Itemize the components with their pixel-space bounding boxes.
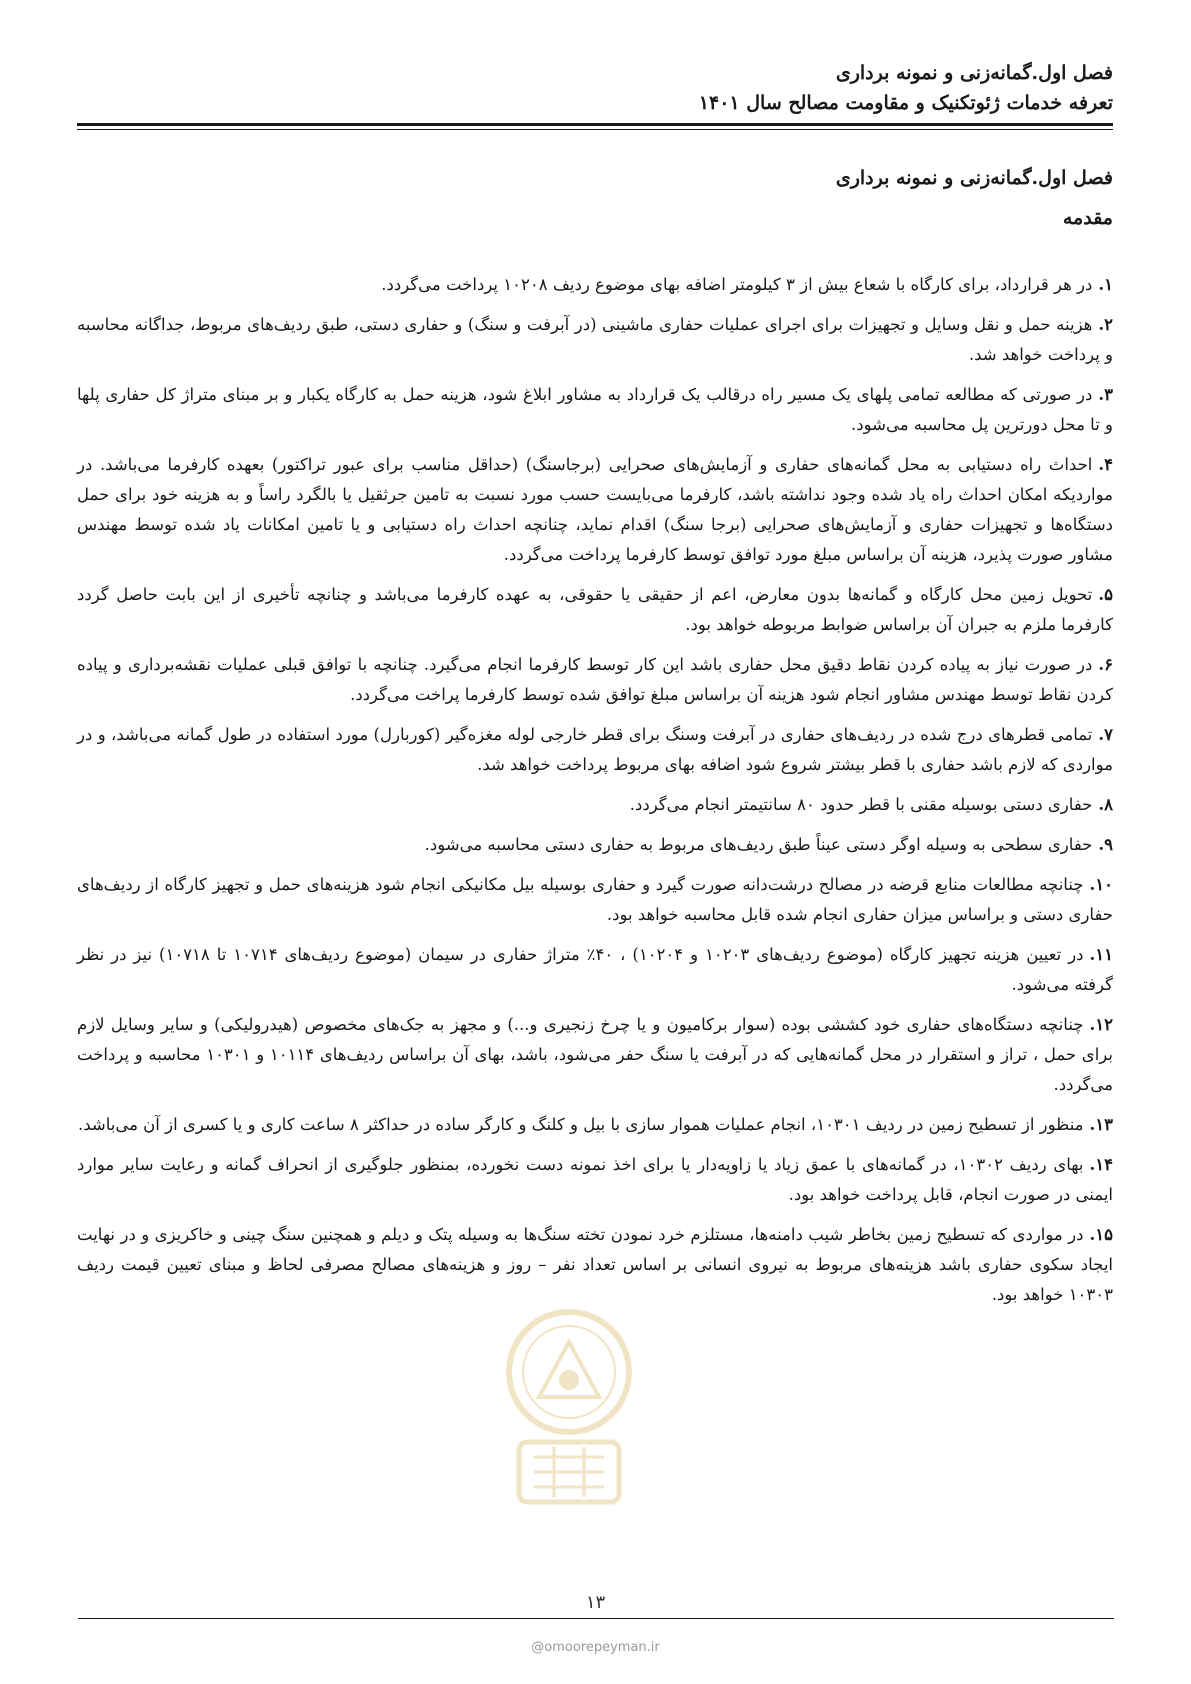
- section-title: فصل اول.گمانه‌زنی و نمونه برداری: [835, 167, 1113, 189]
- watermark-url: @omoorepeyman.ir: [531, 1640, 660, 1655]
- clause-text: حفاری سطحی به وسیله اوگر دستی عیناً طبق ردیف‌های مربوط به حفاری دستی محاسبه می‌شود.: [424, 835, 1093, 854]
- clause-number: ۳.: [1098, 385, 1113, 404]
- clause-9: [77, 830, 1113, 860]
- clause-text: در تعیین هزینه تجهیز کارگاه (موضوع ردیف‌های ۱۰۲۰۳ و ۱۰۲۰۴) ، ۴۰٪ متراژ حفاری در سیمان (موضوع ردیف‌های ۱۰۷۱۴ تا ۱۰۷۱۸) نیز در نظر گرفته می‌شود.: [77, 945, 1113, 994]
- clause-10: [77, 870, 1113, 930]
- clause-2: [77, 310, 1113, 370]
- clause-7: [77, 720, 1113, 780]
- clause-number: ۱۰.: [1089, 875, 1113, 894]
- header-divider-thick: [77, 123, 1113, 126]
- clause-text: تحویل زمین محل کارگاه و گمانه‌ها بدون معارض، اعم از حقیقی یا حقوقی، به عهده کارفرما می‌باشد و چنانچه تأخیری از این بابت حاصل گردد کارفرما ملزم به جبران آن براساس ضوابط مربوطه خواهد بود.: [77, 585, 1113, 634]
- clause-13: [77, 1110, 1113, 1140]
- clause-number: ۷.: [1098, 725, 1113, 744]
- footer-divider: [78, 1618, 1114, 1619]
- clause-number: ۹.: [1098, 835, 1113, 854]
- clause-number: ۸.: [1098, 795, 1113, 814]
- header-divider-thin: [77, 129, 1113, 130]
- clause-number: ۱.: [1098, 275, 1113, 294]
- running-header: [77, 58, 1113, 118]
- clause-text: احداث راه دستیابی به محل گمانه‌های حفاری و آزمایش‌های صحرایی (برجاسنگ) (حداقل مناسب برای عبور تراکتور) بعهده کارفرما می‌باشد. در مواردیکه امکان احداث راه یاد شده وجود نداشته باشد، کارفرما می‌بایست حسب مورد نسبت به تامین جرثقیل یا بالگرد راساً و به هزینه خود برای حمل دستگاه‌ها و تجهیزات حفاری و آزمایش‌های صحرایی (برجا سنگ) اقدام نماید، چنانچه احداث راه دستیابی و یا تامین امکانات یاد شده توسط مهندس مشاور صورت پذیرد، هزینه آن براساس مبلغ مورد توافق توسط کارفرما پرداخت می‌گردد.: [77, 455, 1113, 564]
- clause-1: [77, 270, 1113, 300]
- clause-text: چنانچه دستگاه‌های حفاری خود کششی بوده (سوار برکامیون و یا چرخ زنجیری و...) و مجهز به جک‌های مخصوص (هیدرولیکی) و سایر وسایل لازم برای حمل ، تراز و استقرار در محل گمانه‌هایی که در آبرفت یا سنگ حفر می‌شود، باشد، بهای آن براساس ردیف‌های ۱۰۱۱۴ و ۱۰۳۰۱ محاسبه و پرداخت می‌گردد.: [77, 1015, 1113, 1094]
- clause-text: حفاری دستی بوسیله مقنی با قطر حدود ۸۰ سانتیمتر انجام می‌گردد.: [629, 795, 1093, 814]
- clause-text: در صورت نیاز به پیاده کردن نقاط دقیق محل حفاری باشد این کار توسط کارفرما انجام می‌گیرد. چنانچه با توافق قبلی عملیات نقشه‌برداری و پیاده کردن نقاط توسط مهندس مشاور انجام شود هزینه آن براساس مبلغ توافق شده توسط کارفرما پراخت می‌گردد.: [77, 655, 1113, 704]
- header-document-title: تعرفه خدمات ژئوتکنیک و مقاومت مصالح سال ۱۴۰۱: [698, 92, 1113, 114]
- clause-14: [77, 1150, 1113, 1210]
- clause-text: در صورتی که مطالعه تمامی پلهای یک مسیر راه درقالب یک قرارداد به مشاور ابلاغ شود، هزینه حمل به کارگاه یکبار و بر مبنای متراژ کل حفاری پلها و تا محل دورترین پل محاسبه می‌شود.: [77, 385, 1113, 434]
- clause-number: ۵.: [1098, 585, 1113, 604]
- clause-3: [77, 380, 1113, 440]
- clause-5: [77, 580, 1113, 640]
- clause-12: [77, 1010, 1113, 1100]
- clause-number: ۱۱.: [1089, 945, 1113, 964]
- clause-text: چنانچه مطالعات منابع قرضه در مصالح درشت‌دانه صورت گیرد و حفاری بوسیله بیل مکانیکی انجام شود هزینه‌های حمل و تجهیز کارگاه از ردیف‌های حفاری دستی و براساس میزان حفاری انجام شده قابل محاسبه خواهد بود.: [77, 875, 1113, 924]
- clause-number: ۱۲.: [1089, 1015, 1113, 1034]
- header-chapter-title: فصل اول.گمانه‌زنی و نمونه برداری: [835, 62, 1113, 84]
- clause-number: ۱۵.: [1089, 1225, 1113, 1244]
- clause-list: [77, 270, 1113, 1320]
- watermark-seal-logo: [499, 1302, 639, 1512]
- clause-11: [77, 940, 1113, 1000]
- clause-number: ۶.: [1098, 655, 1113, 674]
- clause-text: هزینه حمل و نقل وسایل و تجهیزات برای اجرای عملیات حفاری ماشینی (در آبرفت و سنگ) و حفاری دستی، طبق ردیف‌های مربوط، جداگانه محاسبه و پرداخت خواهد شد.: [77, 315, 1113, 364]
- page-number: ۱۳: [585, 1592, 606, 1613]
- clause-15: [77, 1220, 1113, 1310]
- clause-number: ۲.: [1098, 315, 1114, 334]
- clause-text: در هر قرارداد، برای کارگاه با شعاع بیش از ۳ کیلومتر اضافه بهای موضوع ردیف ۱۰۲۰۸ پرداخت می‌گردد.: [381, 275, 1093, 294]
- clause-text: منظور از تسطیح زمین در ردیف ۱۰۳۰۱، انجام عملیات هموار سازی با بیل و کلنگ و کارگر ساده در حداکثر ۸ ساعت کاری و یا کسری از آن می‌باشد.: [78, 1115, 1084, 1134]
- clause-4: [77, 450, 1113, 570]
- clause-text: در مواردی که تسطیح زمین بخاطر شیب دامنه‌ها، مستلزم خرد نمودن تخته سنگ‌ها به وسیله پتک و دیلم و همچنین سنگ چینی و خاکریزی و در نهایت ایجاد سکوی حفاری باشد هزینه‌های مربوط به نیروی انسانی بر اساس تعداد نفر – روز و هزینه‌های مصالح مصرفی لحاظ و مبنای تعیین قیمت ردیف ۱۰۳۰۳ خواهد بود.: [77, 1225, 1113, 1304]
- clause-text: بهای ردیف ۱۰۳۰۲، در گمانه‌های با عمق زیاد یا زاویه‌دار یا برای اخذ نمونه دست نخورده، بمنظور جلوگیری از انحراف گمانه و رعایت سایر موارد ایمنی در صورت انجام، قابل پرداخت خواهد بود.: [77, 1155, 1113, 1204]
- clause-6: [77, 650, 1113, 710]
- clause-8: [77, 790, 1113, 820]
- clause-number: ۴.: [1098, 455, 1113, 474]
- section-subtitle: مقدمه: [1062, 207, 1113, 229]
- clause-number: ۱۴.: [1089, 1155, 1113, 1174]
- clause-text: تمامی قطرهای درج شده در ردیف‌های حفاری در آبرفت وسنگ برای قطر خارجی لوله مغزه‌گیر (کوربارل) مورد استفاده در طول گمانه می‌باشد، و در مواردی که لازم باشد حفاری با قطر بیشتر شروع شود اضافه بهای مربوط پرداخت خواهد شد.: [77, 725, 1113, 774]
- clause-number: ۱۳.: [1089, 1115, 1113, 1134]
